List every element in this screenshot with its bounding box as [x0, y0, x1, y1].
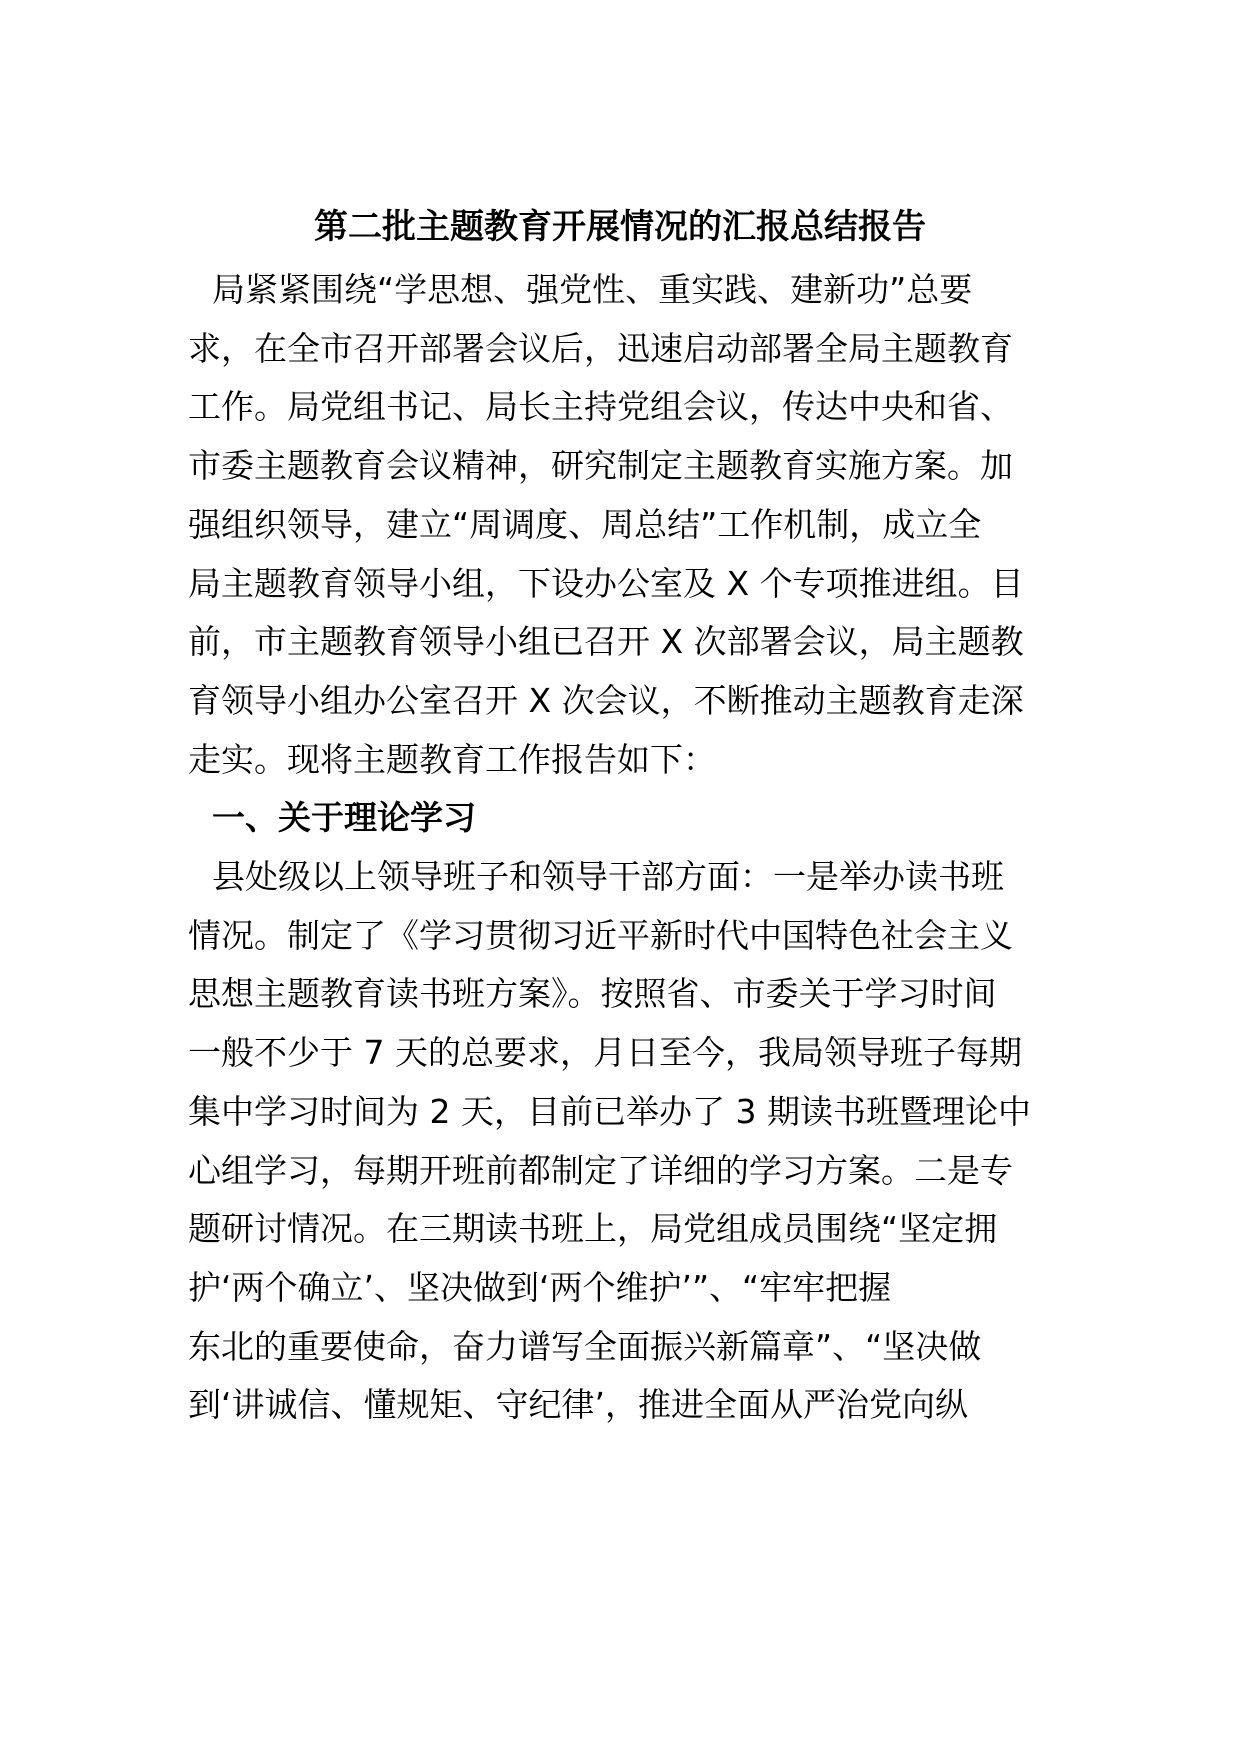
body-line: 育领导小组办公室召开 X 次会议，不断推动主题教育走深 [188, 681, 1024, 720]
body-line: 局主题教育领导小组，下设办公室及 X 个专项推进组。目 [188, 564, 1024, 603]
body-line: 题研讨情况。在三期读书班上，局党组成员围绕“坚定拥 [188, 1209, 998, 1248]
body-line: 局紧紧围绕“学思想、强党性、重实践、建新功”总要 [212, 270, 973, 309]
body-line: 到‘讲诚信、懂规矩、守纪律’，推进全面从严治党向纵 [188, 1385, 968, 1424]
body-line: 集中学习时间为 2 天，目前已举办了 3 期读书班暨理论中 [188, 1092, 1031, 1131]
body-line: 求，在全市召开部署会议后，迅速启动部署全局主题教育 [188, 329, 1013, 368]
body-line: 走实。现将主题教育工作报告如下： [188, 740, 716, 779]
body-line: 前，市主题教育领导小组已召开 X 次部署会议，局主题教 [188, 622, 1024, 661]
body-line: 一般不少于 7 天的总要求，月日至今，我局领导班子每期 [188, 1033, 1022, 1072]
body-line: 心组学习，每期开班前都制定了详细的学习方案。二是专 [188, 1151, 1013, 1190]
body-line: 护‘两个确立’、坚决做到‘两个维护’”、“牢牢把握 [188, 1268, 892, 1307]
body-line: 情况。制定了《学习贯彻习近平新时代中国特色社会主义 [188, 916, 1013, 955]
body-line: 思想主题教育读书班方案》。按照省、市委关于学习时间 [188, 974, 997, 1013]
body-line: 东北的重要使命，奋力谱写全面振兴新篇章”、“坚决做 [188, 1327, 982, 1366]
body-line: 县处级以上领导班子和领导干部方面：一是举办读书班 [212, 857, 1004, 896]
body-line: 工作。局党组书记、局长主持党组会议，传达中央和省、 [188, 387, 1013, 426]
document-title: 第二批主题教育开展情况的汇报总结报告 [314, 207, 926, 247]
body-line: 强组织领导，建立“周调度、周总结”工作机制，成立全 [188, 505, 982, 544]
body-line: 市委主题教育会议精神，研究制定主题教育实施方案。加 [188, 446, 1013, 485]
section-heading: 一、关于理论学习 [212, 798, 476, 837]
